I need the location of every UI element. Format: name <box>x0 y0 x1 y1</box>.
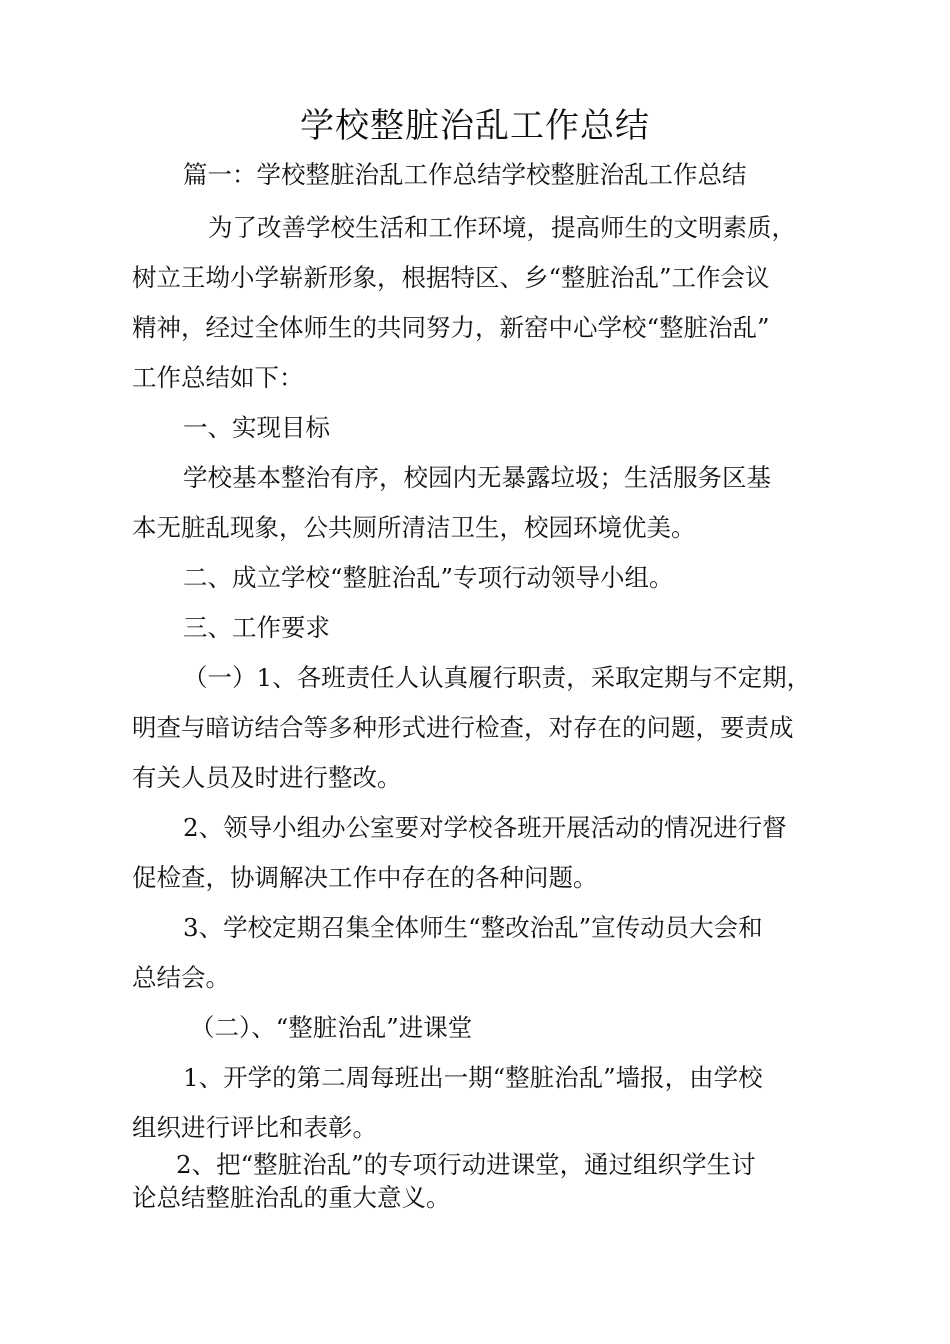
paragraph-line: 论总结整脏治乱的重大意义。 <box>132 1183 451 1212</box>
paragraph-line: 1、开学的第二周每班出一期“整脏治乱”墙报，由学校 <box>183 1063 763 1092</box>
paragraph-line: 2、领导小组办公室要对学校各班开展活动的情况进行督 <box>183 813 787 842</box>
paragraph-line: 学校基本整治有序，校园内无暴露垃圾；生活服务区基 <box>183 463 771 492</box>
paragraph-line: 工作总结如下： <box>132 363 304 392</box>
paragraph-line: 明查与暗访结合等多种形式进行检查，对存在的问题，要责成 <box>132 713 794 742</box>
paragraph-line: 精神，经过全体师生的共同努力，新窑中心学校“整脏治乱” <box>132 313 770 342</box>
paragraph-line: 本无脏乱现象，公共厕所清洁卫生，校园环境优美。 <box>132 513 696 542</box>
paragraph-line: 篇一：学校整脏治乱工作总结学校整脏治乱工作总结 <box>183 160 747 189</box>
paragraph-line: 总结会。 <box>132 963 230 992</box>
paragraph-line: 组织进行评比和表彰。 <box>132 1113 377 1142</box>
section-heading: （二）、“整脏治乱”进课堂 <box>190 1013 473 1042</box>
paragraph-line: 为了改善学校生活和工作环境，提高师生的文明素质， <box>208 213 796 242</box>
paragraph-line: 3、学校定期召集全体师生“整改治乱”宣传动员大会和 <box>183 913 763 942</box>
section-heading: 一、实现目标 <box>183 413 330 442</box>
section-heading: 二、成立学校“整脏治乱”专项行动领导小组。 <box>183 563 674 592</box>
paragraph-line: 树立王坳小学崭新形象，根据特区、乡“整脏治乱”工作会议 <box>132 263 770 292</box>
section-heading: 三、工作要求 <box>183 613 330 642</box>
paragraph-line: 2、把“整脏治乱”的专项行动进课堂，通过组织学生讨 <box>176 1150 756 1179</box>
paragraph-line: 有关人员及时进行整改。 <box>132 763 402 792</box>
document-title: 学校整脏治乱工作总结 <box>300 106 650 146</box>
paragraph-line: （一）1、各班责任人认真履行职责，采取定期与不定期， <box>183 663 812 692</box>
paragraph-line: 促检查，协调解决工作中存在的各种问题。 <box>132 863 598 892</box>
